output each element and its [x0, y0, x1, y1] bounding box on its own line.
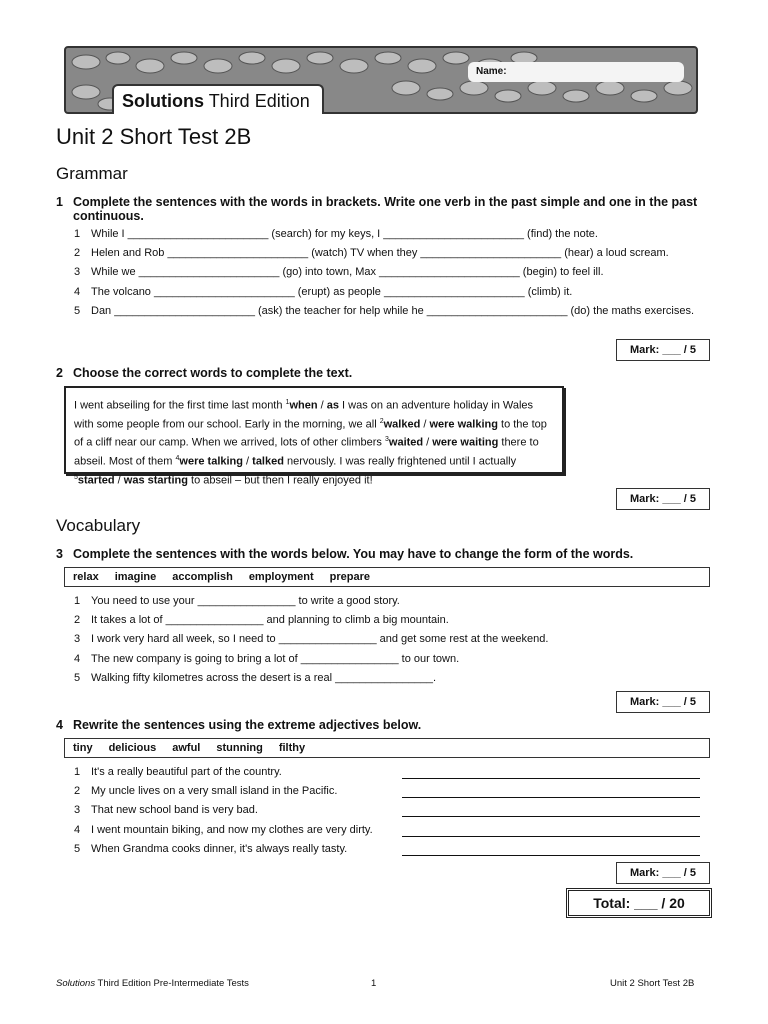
answer-line[interactable] — [402, 824, 700, 837]
text-run: / — [114, 474, 124, 487]
item-text: I work very hard all week, so I need to ________________ and get some rest at the weekend. — [91, 633, 549, 645]
mark-box-q2: Mark: ___ / 5 — [616, 488, 710, 510]
word-box-q3 — [64, 567, 710, 587]
name-field[interactable] — [468, 62, 684, 82]
gap-number: 4 — [175, 454, 180, 462]
question-number: 2 — [56, 366, 63, 380]
item-number: 2 — [74, 247, 81, 259]
mark-box-q3: Mark: ___ / 5 — [616, 691, 710, 713]
word-option: relax — [73, 571, 99, 583]
word-option: awful — [172, 742, 201, 754]
item-number: 3 — [74, 804, 81, 816]
text-run: / — [242, 455, 253, 468]
answer-line[interactable] — [402, 766, 700, 779]
footer-right: Unit 2 Short Test 2B — [610, 978, 695, 989]
option-word[interactable]: as — [326, 399, 339, 412]
mark-box-q4: Mark: ___ / 5 — [616, 862, 710, 884]
question-instruction: Rewrite the sentences using the extreme adjectives below. — [73, 718, 422, 732]
question-number: 3 — [56, 547, 63, 561]
text-run: to abseil – but then I really enjoyed it! — [187, 474, 373, 487]
answer-line[interactable] — [402, 843, 700, 856]
gap-number: 3 — [384, 436, 389, 444]
word-box-q4 — [64, 738, 710, 758]
option-word[interactable]: started — [77, 474, 115, 487]
option-word[interactable]: walked — [383, 418, 421, 431]
item-text: That new school band is very bad. — [91, 804, 258, 816]
gap-number: 5 — [74, 473, 78, 481]
item-text: When Grandma cooks dinner, it's always really tasty. — [91, 843, 348, 855]
question-instruction: Choose the correct words to complete the text. — [73, 366, 353, 380]
text-run: I was on an adventure holiday in Wales with some people from our school. Early in the morning, we all — [74, 399, 534, 431]
text-run: there to abseil. Most of them — [74, 436, 539, 468]
item-text: The volcano _______________________ (erupt) as people _______________________ (climb) it. — [91, 286, 573, 298]
word-option: filthy — [278, 742, 306, 754]
brand-rest: Third Edition — [208, 91, 310, 111]
item-number: 1 — [74, 595, 81, 607]
brand-logo — [112, 84, 324, 114]
text-run: to the top of a cliff near our camp. When we arrived, lots of other climbers — [74, 418, 547, 449]
word-option: prepare — [329, 571, 370, 583]
item-number: 3 — [74, 266, 81, 278]
question-instruction: Complete the sentences with the words below. You may have to change the form of the words. — [73, 547, 634, 561]
word-option: accomplish — [172, 571, 233, 583]
item-text: While we _______________________ (go) into town, Max _______________________ (begin) to feel ill. — [91, 266, 604, 278]
item-text: You need to use your ________________ to write a good story. — [91, 595, 400, 607]
word-option: stunning — [216, 742, 263, 754]
item-text: My uncle lives on a very small island in the Pacific. — [91, 785, 338, 797]
item-number: 1 — [74, 228, 81, 240]
page-number: 1 — [371, 978, 377, 989]
item-text: Walking fifty kilometres across the desert is a real ________________. — [91, 672, 437, 684]
item-number: 5 — [74, 672, 81, 684]
text-run: I went abseiling for the first time last month — [74, 399, 286, 412]
footer-title: Third Edition Pre-Intermediate Tests — [95, 978, 249, 989]
item-text: It's a really beautiful part of the country. — [91, 766, 282, 778]
question-number: 1 — [56, 195, 63, 209]
word-option: tiny — [73, 742, 93, 754]
item-number: 4 — [74, 824, 81, 836]
word-option: delicious — [108, 742, 157, 754]
answer-line[interactable] — [402, 785, 700, 798]
answer-line[interactable] — [402, 804, 700, 817]
text-run: nervously. I was really frightened until I actually — [283, 455, 517, 468]
question-number: 4 — [56, 718, 63, 732]
word-option: employment — [248, 571, 314, 583]
item-text: I went mountain biking, and now my clothes are very dirty. — [91, 824, 373, 836]
option-word[interactable]: were walking — [429, 418, 498, 431]
item-number: 3 — [74, 633, 81, 645]
brand-bold: Solutions — [122, 91, 204, 111]
page-title: Unit 2 Short Test 2B — [56, 124, 252, 149]
gap-number: 2 — [379, 417, 384, 425]
item-number: 4 — [74, 286, 81, 298]
name-label: Name: — [476, 66, 507, 77]
item-text: The new company is going to bring a lot of ________________ to our town. — [91, 653, 460, 665]
word-option: imagine — [114, 571, 157, 583]
option-word[interactable]: was starting — [123, 474, 188, 487]
text-run: / — [423, 436, 433, 449]
section-heading-vocabulary: Vocabulary — [56, 516, 141, 535]
section-heading-grammar: Grammar — [56, 164, 128, 183]
question-instruction: Complete the sentences with the words in brackets. Write one verb in the past simple and one in the past continuous. — [73, 195, 698, 223]
option-word[interactable]: waited — [388, 436, 424, 449]
option-word[interactable]: were talking — [179, 455, 243, 468]
item-number: 2 — [74, 785, 81, 797]
item-text: While I _______________________ (search) for my keys, I _______________________ (find) the note. — [91, 228, 598, 240]
item-number: 2 — [74, 614, 81, 626]
item-text: It takes a lot of ________________ and planning to climb a big mountain. — [91, 614, 449, 626]
item-number: 5 — [74, 843, 81, 855]
option-word[interactable]: were waiting — [432, 436, 499, 449]
mark-box-q1: Mark: ___ / 5 — [616, 339, 710, 361]
item-number: 4 — [74, 653, 81, 665]
option-word[interactable]: talked — [252, 455, 284, 468]
reading-text-box — [64, 386, 564, 487]
text-run: / — [420, 418, 430, 431]
item-number: 1 — [74, 766, 81, 778]
gap-number: 1 — [285, 399, 290, 406]
item-number: 5 — [74, 305, 81, 317]
footer-brand: Solutions — [56, 978, 96, 989]
total-score-box: Total: ___ / 20 — [566, 888, 712, 918]
item-text: Dan _______________________ (ask) the teacher for help while he _______________________ (do) the maths exercises. — [91, 305, 695, 317]
option-word[interactable]: when — [289, 399, 318, 412]
text-run: / — [317, 399, 327, 412]
footer-left — [56, 978, 249, 989]
item-text: Helen and Rob _______________________ (watch) TV when they _______________________ (hear) a loud scream. — [91, 247, 669, 259]
